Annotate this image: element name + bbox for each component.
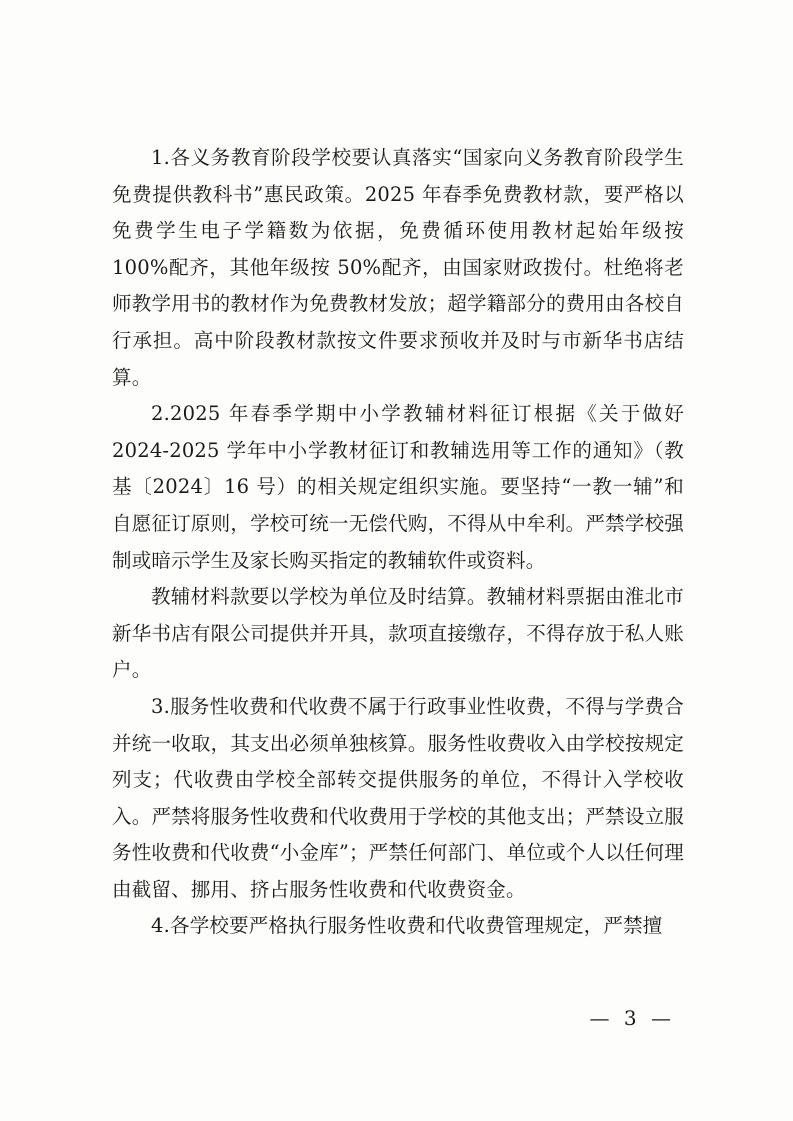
body-text [112, 140, 684, 945]
page-number: — 3 — [589, 1006, 675, 1030]
paragraph-3: 教辅材料款要以学校为单位及时结算。教辅材料票据由淮北市新华书店有限公司提供并开具，款项直接缴存，不得存放于私人账户。 [112, 585, 684, 682]
paragraph-2: 2.2025 年春季学期中小学教辅材料征订根据《关于做好 2024-2025 学年中小学教材征订和教辅选用等工作的通知》（教基〔2024〕16 号）的相关规定组织实施。要坚持“一教一辅”和自愿征订原则，学校可统一无偿代购，不得从中牟利。严禁学校强制或暗示学生及家长购买指定的教辅软件或资料。 [112, 402, 684, 572]
paragraph-1: 1.各义务教育阶段学校要认真落实“国家向义务教育阶段学生免费提供教科书”惠民政策。2025 年春季免费教材款，要严格以免费学生电子学籍数为依据，免费循环使用教材起始年级按 100%配齐，其他年级按 50%配齐，由国家财政拨付。杜绝将老师教学用书的教材作为免费教材发放；超学籍部分的费用由各校自行承担。高中阶段教材款按文件要求预收并及时与市新华书店结算。 [112, 146, 684, 389]
paragraph-5: 4.各学校要严格执行服务性收费和代收费管理规定，严禁擅 [151, 914, 663, 938]
paragraph-4: 3.服务性收费和代收费不属于行政事业性收费，不得与学费合并统一收取，其支出必须单独核算。服务性收费收入由学校按规定列支；代收费由学校全部转交提供服务的单位，不得计入学校收入。严禁将服务性收费和代收费用于学校的其他支出；严禁设立服务性收费和代收费“小金库”；严禁任何部门、单位或个人以任何理由截留、挪用、挤占服务性收费和代收费资金。 [112, 694, 684, 901]
